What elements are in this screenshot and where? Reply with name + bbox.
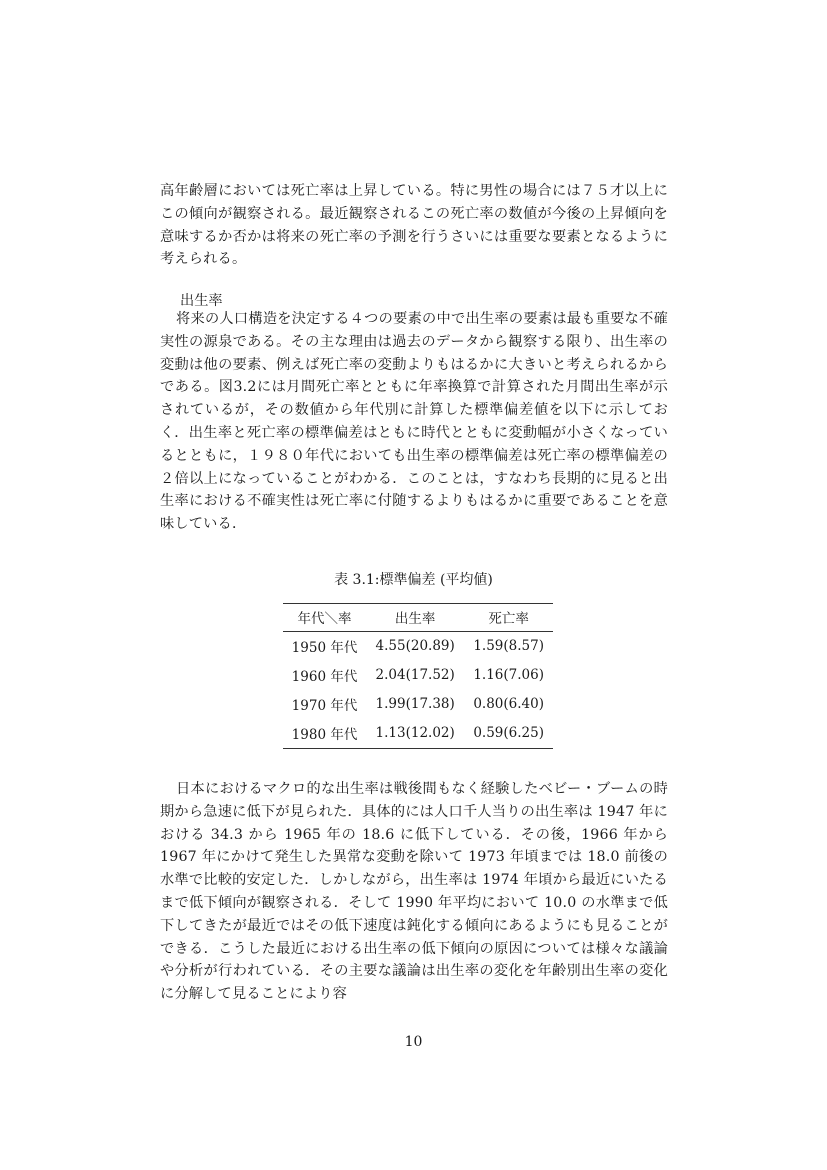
table-row — [283, 719, 553, 749]
std-dev-table-container — [283, 603, 553, 749]
cell-decade: 1970 年代 — [291, 698, 358, 714]
cell-decade: 1980 年代 — [283, 719, 366, 749]
header-death-rate: 死亡率 — [464, 604, 553, 632]
cell-death-rate: 1.59(8.57) — [473, 638, 544, 654]
table-caption: 表 3.1:標準偏差 (平均値) — [334, 572, 493, 588]
std-dev-table — [283, 603, 553, 749]
table-row — [283, 661, 553, 690]
cell-birth-rate: 1.99(17.38) — [375, 696, 455, 712]
table-row — [283, 632, 553, 662]
table-row — [283, 690, 553, 719]
header-birth-rate: 出生率 — [366, 604, 464, 632]
paragraph-birth-rate-history: 日本におけるマクロ的な出生率は戦後間もなく経験したベビー・ブームの時期から急速に低下が見られた．具体的には人口千人当りの出生率は 1947 年における 34.3 から 1965 年の 18.6 に低下している．その後，1966 年から 1967 年にかけて発生した異常な変動を除いて 1973 年頃までは 18.0 前後の水準で比較的安定した．しかしながら，出生率は 1974 年頃から最近にいたるまで低下傾向が観察される．そして 1990 年平均において 10.0 の水準まで低下してきたが最近ではその低下速度は鈍化する傾向にあるようにも見ることができる．こうした最近における出生率の低下傾向の原因については様々な議論や分析が行われている．その主要な議論は出生率の変化を年齢別出生率の変化に分解して見ることにより容 — [160, 781, 668, 1003]
paragraph-birth-rate-uncertainty: 将来の人口構造を決定する４つの要素の中で出生率の要素は最も重要な不確実性の源泉である。その主な理由は過去のデータから観察する限り、出生率の変動は他の要素、例えば死亡率の変動よりもはるかに大きいと考えられるからである。図3.2には月間死亡率とともに年率換算で計算された月間出生率が示されているが，その数値から年代別に計算した標準偏差値を以下に示しておく．出生率と死亡率の標準偏差はともに時代とともに変動幅が小さくなっているとともに，１９８０年代においても出生率の標準偏差は死亡率の標準偏差の２倍以上になっていることがわかる．このことは，すなわち長期的に見ると出生率における不確実性は死亡率に付随するよりもはるかに重要であることを意味している． — [160, 311, 668, 533]
header-decade-rate: 年代＼率 — [283, 604, 366, 632]
table-header-row — [283, 604, 553, 632]
cell-birth-rate: 2.04(17.52) — [375, 667, 455, 683]
cell-death-rate: 0.80(6.40) — [473, 696, 544, 712]
cell-death-rate: 0.59(6.25) — [464, 719, 553, 749]
cell-birth-rate: 4.55(20.89) — [375, 638, 455, 654]
page-number: 10 — [404, 1034, 423, 1050]
cell-decade: 1950 年代 — [291, 640, 358, 656]
cell-decade: 1960 年代 — [291, 669, 358, 685]
cell-death-rate: 1.16(7.06) — [473, 667, 544, 683]
cell-birth-rate: 1.13(12.02) — [366, 719, 464, 749]
section-heading-birth-rate: 出生率 — [180, 293, 223, 309]
paragraph-mortality: 高年齢層においては死亡率は上昇している。特に男性の場合には７５才以上にこの傾向が観察される。最近観察されるこの死亡率の数値が今後の上昇傾向を意味するか否かは将来の死亡率の予測を行うさいには重要な要素となるように考えられる。 — [160, 183, 668, 268]
